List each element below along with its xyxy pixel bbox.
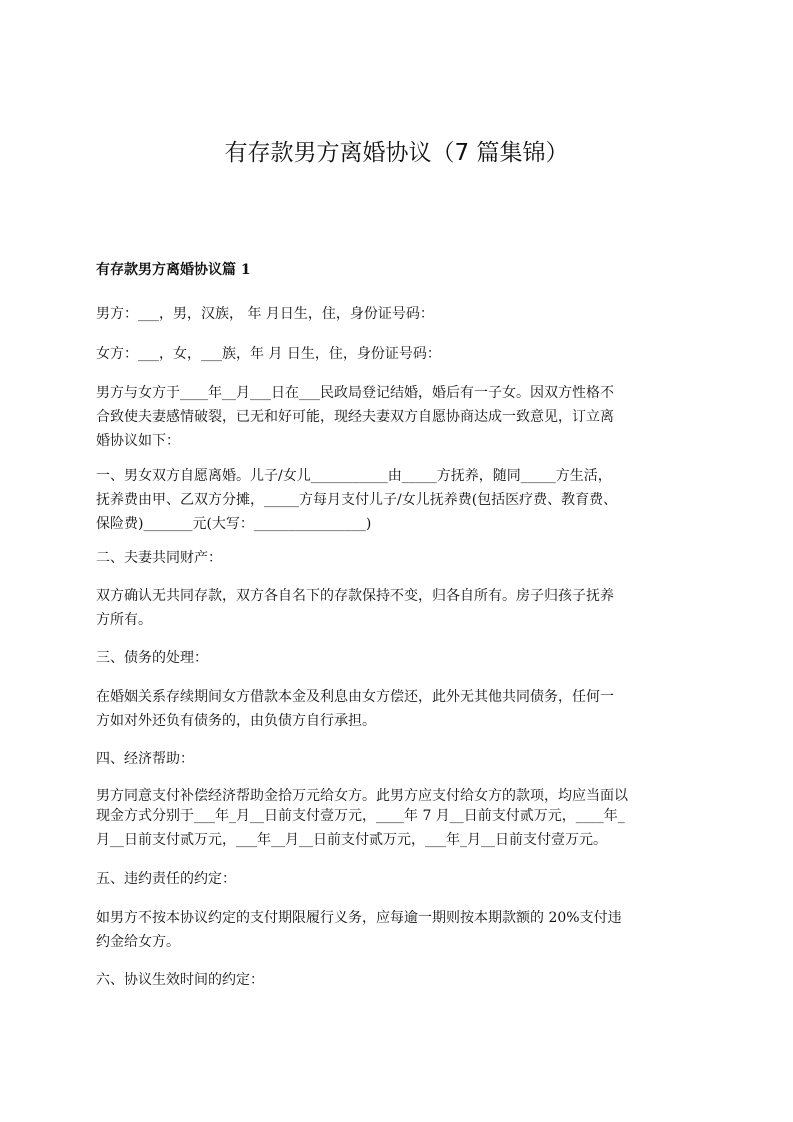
text-line: 四、经济帮助：: [96, 751, 194, 767]
heading-clause-2: [96, 546, 716, 570]
text-line: 五、违约责任的约定：: [96, 871, 236, 887]
document-title: 有存款男方离婚协议（7 篇集锦）: [224, 140, 569, 166]
text-line: 方如对外还负有债务的，由负债方自行承担。: [96, 713, 376, 729]
heading-clause-5: [96, 867, 716, 891]
text-line: 方所有。: [96, 612, 152, 628]
text-line: 在婚姻关系存续期间女方借款本金及利息由女方偿还，此外无其他共同债务，任何一: [96, 689, 614, 705]
text-line: 合致使夫妻感情破裂，已无和好可能，现经夫妻双方自愿协商达成一致意见，订立离: [96, 409, 614, 425]
text-line: 月__日前支付贰万元，___年__月__日前支付贰万元，___年_月__日前支付壹万元。: [96, 832, 607, 848]
text-line: 一、男女双方自愿离婚。儿子/女儿___________由_____方抚养，随同_____方生活，: [96, 468, 612, 484]
text-line: 女方：___，女，___族，年 月 日生，住，身份证号码：: [96, 346, 441, 362]
paragraph-clause-3: [96, 685, 716, 733]
heading-clause-3: [96, 646, 716, 670]
paragraph-female-party: [96, 342, 716, 366]
text-line: 男方与女方于____年__月___日在___民政局登记结婚，婚后有一子女。因双方性格不: [96, 385, 614, 401]
text-line: 抚养费由甲、乙双方分摊，_____方每月支付儿子/女儿抚养费(包括医疗费、教育费、: [96, 492, 618, 508]
text-line: 现金方式分别于___年_月__日前支付壹万元，____年 7 月__日前支付贰万元，____年_: [96, 808, 625, 824]
text-line: 婚协议如下：: [96, 433, 180, 449]
heading-clause-4: [96, 747, 716, 771]
text-line: 男方同意支付补偿经济帮助金拾万元给女方。此男方应支付给女方的款项，均应当面以: [96, 788, 628, 804]
text-line: 三、债务的处理：: [96, 650, 208, 666]
paragraph-intro: [96, 381, 716, 453]
paragraph-clause-2: [96, 584, 716, 632]
heading-clause-6: [96, 968, 716, 992]
text-line: 双方确认无共同存款，双方各自名下的存款保持不变，归各自所有。房子归孩子抚养: [96, 588, 614, 604]
paragraph-male-party: [96, 302, 716, 326]
text-line: 保险费)_______元(大写：________________): [96, 516, 372, 532]
text-line: 约金给女方。: [96, 934, 180, 950]
text-line: 二、夫妻共同财产：: [96, 550, 222, 566]
text-line: 男方：___，男，汉族， 年 月日生，住，身份证号码：: [96, 306, 434, 322]
text-line: 六、协议生效时间的约定：: [96, 972, 264, 988]
paragraph-clause-4: [96, 787, 716, 853]
text-line: 如男方不按本协议约定的支付期限履行义务，应每逾一期则按本期款额的 20%支付违: [96, 910, 622, 926]
paragraph-clause-1: [96, 464, 716, 536]
paragraph-clause-5: [96, 906, 716, 954]
section-title: 有存款男方离婚协议篇 1: [96, 262, 251, 278]
